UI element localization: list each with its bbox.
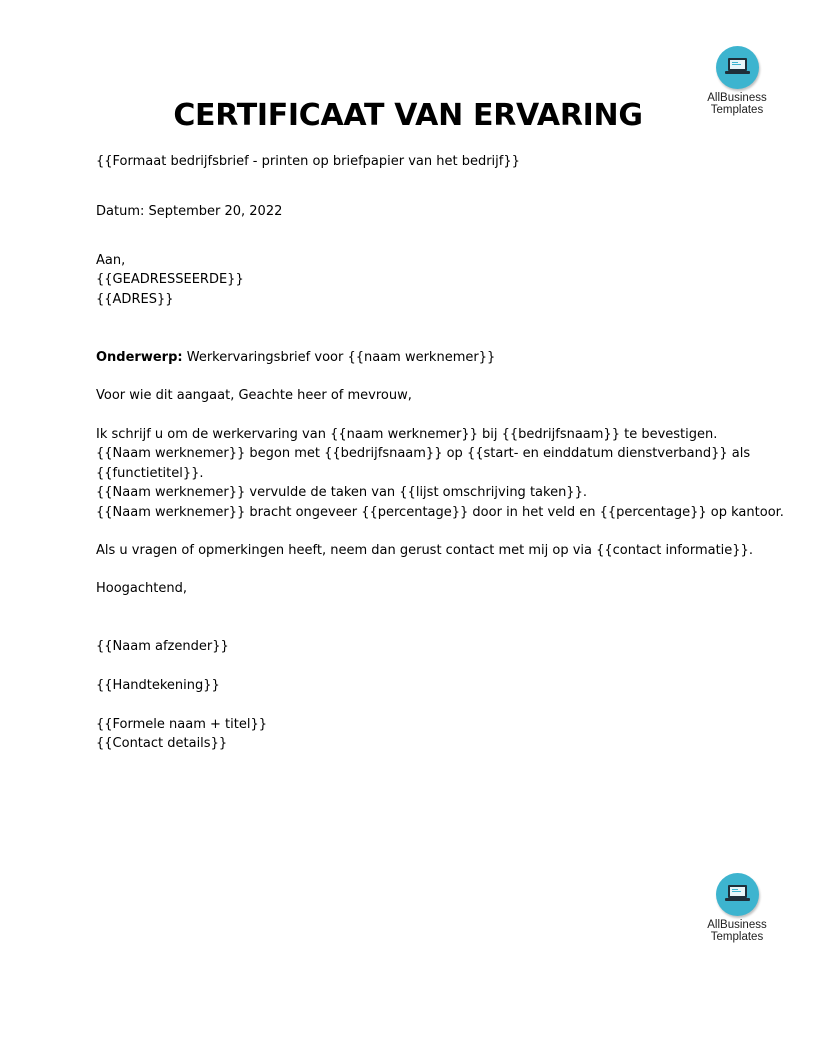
laptop-icon xyxy=(716,46,759,89)
signature: {{Handtekening}} xyxy=(96,678,220,693)
body-line-4: {{Naam werknemer}} vervulde de taken van {{lijst omschrijving taken}}. xyxy=(96,485,587,500)
logo-name-line1: AllBusiness xyxy=(707,92,767,104)
laptop-icon xyxy=(716,873,759,916)
salutation: Voor wie dit aangaat, Geachte heer of mevrouw, xyxy=(96,388,412,403)
logo-name-line2: Templates xyxy=(710,104,764,116)
recipient-to: Aan, xyxy=(96,253,126,268)
contact-details: {{Contact details}} xyxy=(96,736,228,751)
subject-label: Onderwerp: xyxy=(96,350,183,365)
recipient-address: {{ADRES}} xyxy=(96,292,174,307)
body-line-2: {{Naam werknemer}} begon met {{bedrijfsnaam}} op {{start- en einddatum dienstverband}} als xyxy=(96,446,751,461)
body-line-1: Ik schrijf u om de werkervaring van {{naam werknemer}} bij {{bedrijfsnaam}} te bevestigen. xyxy=(96,427,718,442)
subject-line xyxy=(96,349,495,366)
document-title: CERTIFICAAT VAN ERVARING xyxy=(173,98,643,133)
letterhead-note: {{Formaat bedrijfsbrief - printen op briefpapier van het bedrijf}} xyxy=(96,154,520,169)
sender-name: {{Naam afzender}} xyxy=(96,639,229,654)
body-line-5: {{Naam werknemer}} bracht ongeveer {{percentage}} door in het veld en {{percentage}} op kantoor. xyxy=(96,505,784,520)
recipient-addressee: {{GEADRESSEERDE}} xyxy=(96,272,244,287)
subject-text: Werkervaringsbrief voor {{naam werknemer}} xyxy=(186,350,496,365)
contact-line: Als u vragen of opmerkingen heeft, neem dan gerust contact met mij op via {{contact informatie}}. xyxy=(96,543,753,558)
logo-name-line2: Templates xyxy=(710,931,764,943)
date-line: Datum: September 20, 2022 xyxy=(96,204,283,219)
allbusiness-logo-bottom xyxy=(697,873,777,943)
formal-name: {{Formele naam + titel}} xyxy=(96,717,267,732)
body-line-3: {{functietitel}}. xyxy=(96,466,204,481)
closing: Hoogachtend, xyxy=(96,581,188,596)
logo-name-line1: AllBusiness xyxy=(707,919,767,931)
